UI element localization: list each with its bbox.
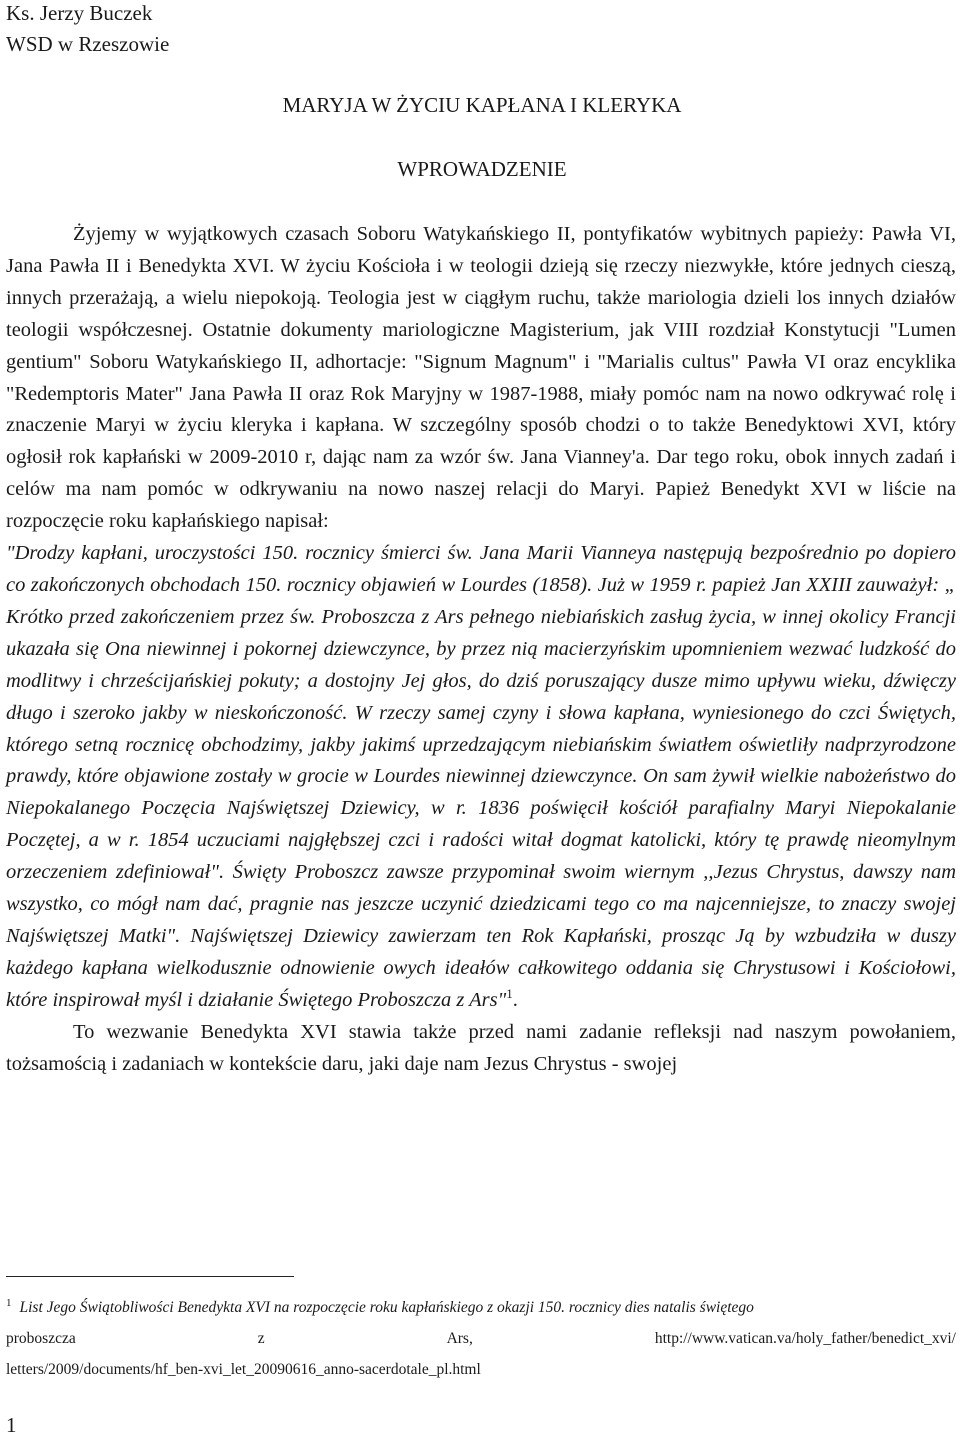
footnote-url-start[interactable]: http://www.vatican.va/holy_father/benedict_xvi/ [654, 1330, 956, 1347]
footnote-line-2 [6, 1323, 956, 1354]
institution-name: WSD w Rzeszowie [6, 32, 170, 56]
author-block [6, 0, 169, 60]
page-number: 1 [6, 1413, 17, 1437]
footnote-number: 1 [6, 1296, 12, 1309]
footnote-word: z [257, 1330, 265, 1347]
paragraph-end-punct: . [512, 988, 518, 1011]
section-heading: WPROWADZENIE [397, 157, 567, 181]
papal-quote: "Drodzy kapłani, uroczystości 150. rocznicy śmierci św. Jana Marii Vianneya następują bezpośrednio po dopiero co zakończonych obchodach 150. rocznicy objawień w Lourdes (1858). Już w 1959 r. papież Jan XXIII zauważył: „ Krótko przed zakończeniem przez św. Proboszcza z Ars pełnego niebiańskich zasług życia, w innej okolicy Francji ukazała się Ona niewinnej i pokornej dziewczynce, by przez nią macierzyńskim upomnieniem wezwać ludzkość do modlitwy i chrześcijańskiej pokuty; a dostojny Jej głos, do dziś poruszający dusze mimo upływu wieku, dźwięczy długo i szeroko jakby w nieskończoność. W rzeczy samej czyny i słowa kapłana, wyniesionego do czci Świętych, którego setną rocznicę obchodzimy, jakby jakimś uprzedzającym niebiańskim światłem oświetliły nadprzyrodzone prawdy, które objawione zostały w grocie w Lourdes niewinnej dziewczynce. On sam żywił wielkie nabożeństwo do Niepokalanego Poczęcia Najświętszej Dziewicy, w r. 1836 poświęcił kościół parafialny Maryi Niepokalanie Poczętej, a w r. 1854 uczuciami najgłębszej czci i radości witał dogmat katolicki, który tę prawdę nieomylnym orzeczeniem zdefiniował". Święty Proboszcz zawsze przypominał swoim wiernym ,,Jezus Chrystus, dawszy nam wszystko, co mógł nam dać, pragnie nas jeszcze uczynić dziedzicami tego co ma najcenniejsze, to znaczy swojej Najświętszej Matki". Najświętszej Dziewicy zawierzam ten Rok Kapłański, prosząc Ją by wzbudziła w duszy każdego kapłana wielkodusznie odnowienie owych ideałów całkowitego oddania się Chrystusowi i Kościołowi, które inspirował myśl i działanie Świętego Proboszcza z Ars" [6, 542, 956, 1011]
document-title: MARYJA W ŻYCIU KAPŁANA I KLERYKA [282, 93, 682, 117]
footnote-line-1 [6, 1292, 956, 1323]
footnote-reference[interactable]: 1 [506, 985, 513, 1001]
footnote-url-end[interactable]: letters/2009/documents/hf_ben-xvi_let_20090616_anno-sacerdotale_pl.html [6, 1361, 481, 1378]
paragraph-intro-text: Żyjemy w wyjątkowych czasach Soboru Watykańskiego II, pontyfikatów wybitnych papieży: Pawła VI, Jana Pawła II i Benedykta XVI. W życiu Kościoła i w teologii dzieją się rzeczy niezwykłe, które jednych cieszą, innych przerażają, a wielu niepokoją. Teologia jest w ciągłym ruchu, także mariologia dzieli los innych działów teologii współczesnej. Ostatnie dokumenty mariologiczne Magisterium, jak VIII rozdział Konstytucji "Lumen gentium" Soboru Watykańskiego II, adhortacje: "Signum Magnum" i "Marialis cultus" Pawła VI oraz encyklika "Redemptoris Mater" Jana Pawła II oraz Rok Maryjny w 1987-1988, miały pomóc nam na nowo odkrywać rolę i znaczenie Maryi w życiu kleryka i kapłana. W szczególny sposób chodzi o to także Benedyktowi XVI, który ogłosił rok kapłański w 2009-2010 r, dając nam za wzór św. Jana Vianney'a. Dar tego roku, obok innych zadań i celów ma nam pomóc w odkrywaniu na nowo naszej relacji do Maryi. Papież Benedykt XVI w liście na rozpoczęcie roku kapłańskiego napisał: [6, 223, 956, 533]
paragraph-intro [6, 219, 956, 1017]
footnote-word: Ars, [446, 1330, 473, 1347]
author-name: Ks. Jerzy Buczek [6, 1, 153, 25]
body-text [6, 219, 956, 1080]
paragraph-second: To wezwanie Benedykta XVI stawia także przed nami zadanie refleksji nad naszym powołaniem, tożsamością i zadaniach w kontekście daru, jaki daje nam Jezus Chrystus - swojej [6, 1020, 956, 1075]
footnote-separator [6, 1276, 294, 1277]
footnote-citation: List Jego Świątobliwości Benedykta XVI na rozpoczęcie roku kapłańskiego z okazji 150. rocznicy dies natalis świętego [19, 1299, 754, 1316]
footnote [6, 1292, 956, 1385]
footnote-word: proboszcza [6, 1330, 76, 1347]
